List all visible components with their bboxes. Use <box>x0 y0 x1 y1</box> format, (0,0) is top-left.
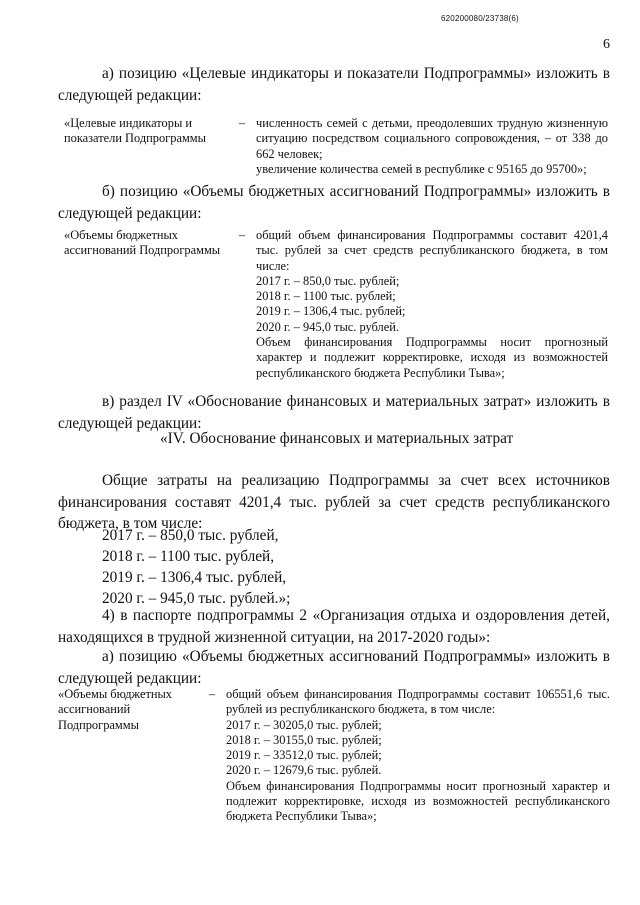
document-id: 620200080/23738(6) <box>441 14 519 23</box>
table-indicators <box>64 116 614 178</box>
page-number: 6 <box>603 37 610 52</box>
year-line: 2020 г. – 945,0 тыс. рублей.»; <box>102 590 291 607</box>
table-line: 2019 г. – 1306,4 тыс. рублей; <box>256 304 406 319</box>
table-line: 2020 г. – 12679,6 тыс. рублей. <box>226 763 382 778</box>
table-right-cell <box>256 116 608 177</box>
table-left-cell: «Объемы бюджетных ассигнований Подпрограммы <box>64 228 221 258</box>
table-budget-1 <box>64 228 614 378</box>
year-line: 2017 г. – 850,0 тыс. рублей, <box>102 527 279 544</box>
table-dash: – <box>209 687 216 701</box>
table-line: общий объем финансирования Подпрограммы составит 106551,6 тыс. рублей из республиканского бюджета, в том числе: <box>226 687 610 717</box>
table-line: 2018 г. – 30155,0 тыс. рублей; <box>226 732 382 747</box>
paragraph-v-section: в) раздел IV «Обоснование финансовых и материальных затрат» изложить в следующей редакции: <box>58 393 610 432</box>
paragraph-b-budget: б) позицию «Объемы бюджетных ассигнований Подпрограммы» изложить в следующей редакции: <box>58 183 610 222</box>
table-dash: – <box>239 116 246 130</box>
table-left-cell: «Объемы бюджетных ассигнований Подпрограммы <box>58 687 173 732</box>
table-line: 2019 г. – 33512,0 тыс. рублей; <box>226 748 382 763</box>
paragraph-a-indicators: а) позицию «Целевые индикаторы и показатели Подпрограммы» изложить в следующей редакции: <box>58 65 610 104</box>
table-line: Объем финансирования Подпрограммы носит прогнозный характер и подлежит корректировке, исходя из возможностей республиканского бюджета Республики Тыва»; <box>256 335 608 380</box>
table-right-cell <box>226 687 610 825</box>
paragraph-total-costs: Общие затраты на реализацию Подпрограммы за счет всех источников финансирования составят 4201,4 тыс. рублей за счет средств республиканского бюджета, в том числе: <box>58 472 610 532</box>
paragraph-a-budget-2: а) позицию «Объемы бюджетных ассигнований Подпрограммы» изложить в следующей редакции: <box>58 648 610 687</box>
table-line: Объем финансирования Подпрограммы носит прогнозный характер и подлежит корректировке, исходя из возможностей республиканского бюджета Республики Тыва»; <box>226 778 610 824</box>
table-line: 2017 г. – 850,0 тыс. рублей; <box>256 273 400 288</box>
year-line: 2018 г. – 1100 тыс. рублей, <box>102 548 275 565</box>
table-line: увеличение количества семей в республике с 95165 до 95700»; <box>256 161 587 176</box>
table-line: 2020 г. – 945,0 тыс. рублей. <box>256 319 399 334</box>
table-line: общий объем финансирования Подпрограммы составит 4201,4 тыс. рублей за счет средств республиканского бюджета, в том числе: <box>256 228 608 273</box>
table-line: 2017 г. – 30205,0 тыс. рублей; <box>226 717 382 732</box>
section-heading: «IV. Обоснование финансовых и материальных затрат <box>160 430 514 447</box>
table-line: 2018 г. – 1100 тыс. рублей; <box>256 289 396 304</box>
year-line: 2019 г. – 1306,4 тыс. рублей, <box>102 569 287 586</box>
table-dash: – <box>239 228 246 242</box>
paragraph-4-passport: 4) в паспорте подпрограммы 2 «Организация отдыха и оздоровления детей, находящихся в трудной жизненной ситуации, на 2017-2020 годы»: <box>58 607 610 646</box>
table-right-cell <box>256 228 608 381</box>
table-line: численность семей с детьми, преодолевших трудную жизненную ситуацию посредством социального сопровождения, – от 338 до 662 человек; <box>256 116 608 161</box>
table-left-cell: «Целевые индикаторы и показатели Подпрограммы <box>64 116 206 146</box>
table-budget-2 <box>58 687 608 827</box>
